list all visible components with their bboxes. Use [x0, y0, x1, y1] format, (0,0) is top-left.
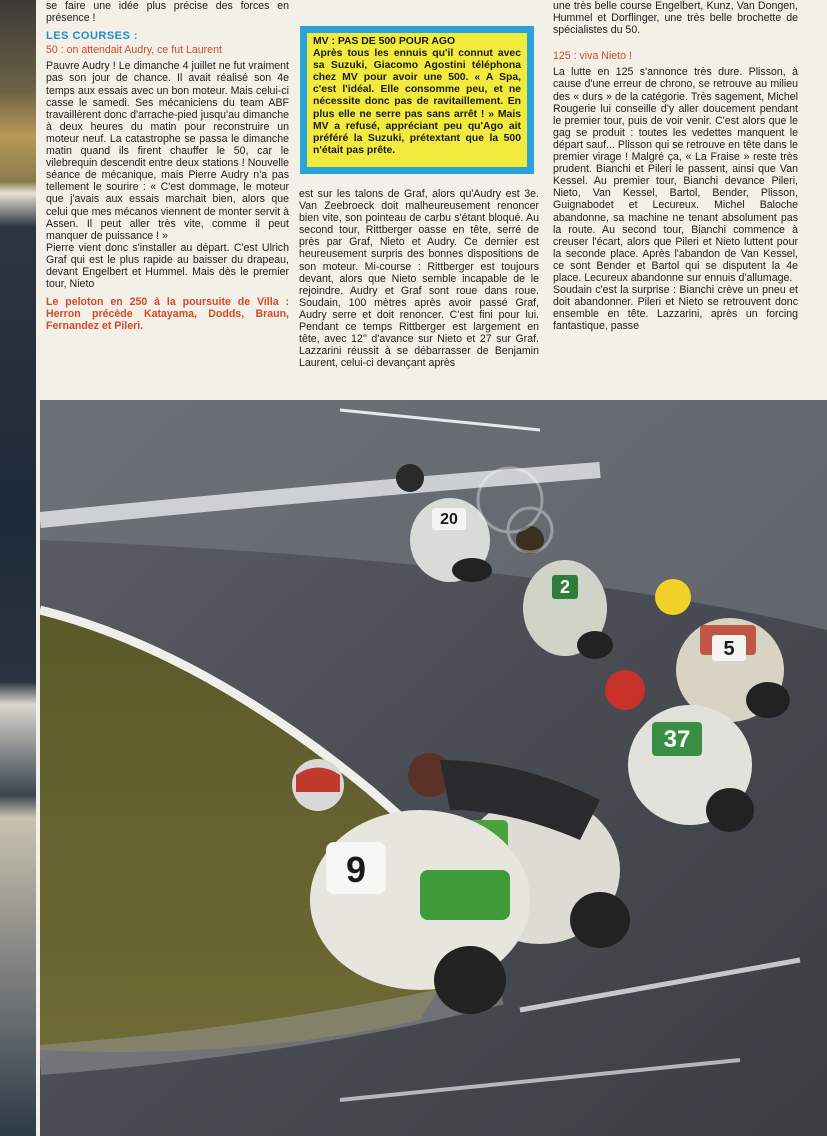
subhead-125cc: 125 : viva Nieto ! [553, 50, 632, 63]
boxout-inner [307, 33, 527, 167]
paragraph-graf: Pierre vient donc s'installer au départ. C'est Ulrich Graf qui est le plus rapide au baisser du drapeau, devant Engelbert et Hummel. Mais dès le premier tour, Nieto [46, 241, 289, 291]
article-column-1 [46, 0, 289, 332]
race-photo [40, 400, 827, 1136]
previous-page-photo-strip [0, 0, 36, 1136]
bike-number-37: 37 [663, 726, 691, 753]
paragraph-audry: Pauvre Audry ! Le dimanche 4 juillet ne fut vraiment pas son jour de chance. Il avait réalisé son 4e temps aux essais avec un bon moteur. Mais celui-ci casse le samedi. Ses mécaniciens du team ABF travaillèrent donc d'arrache-pied jusqu'au dimanche à deux heures du matin pour reconstruire un moteur neuf. La catastrophe se passa le dimanche matin quand ils firent chauffer le 50, car le vilebrequin descendit entre deux stations ! Nouvelle séance de mécanique, mais Pierre Audry n'a pas tellement le sourire : « C'est dommage, le moteur que j'avais aux essais marchait bien, alors que celui que mes mécanos viennent de monter servit à Assen. Il peut aller très vite, comme il peut manquer de puissance ! » [46, 60, 289, 242]
race-photo-illustration [40, 400, 827, 1136]
boxout-mv-ago [300, 26, 534, 174]
intro-text: se faire une idée plus précise des forces en présence ! [46, 0, 289, 25]
bike-number-5: 5 [723, 638, 735, 660]
boxout-title: MV : PAS DE 500 POUR AGO [313, 36, 456, 47]
paragraph-125-race: La lutte en 125 s'annonce très dure. Plisson, à cause d'une erreur de chrono, se retrouve au milieu des « durs » de la catégorie. Très sagement, Michel Rougerie lui conseille d'y aller doucement pendant le premier tour, puis de voir venir. C'est alors que le gag se produit : toutes les vedettes manquent le départ sauf... Plisson qui se retrouve en tête dans le premier virage ! Malgré ça, « La Fraise » reste très prudent. Bianchi et Pileri le passent, ainsi que Van Kessel. Au premier tour, Bianchi devance Pileri, Nieto, Van Kessel, Bartol, Bender, Plisson, Guignabodet et Lecureux. Michel Baloche abandonne, sa machine ne tenant absolument pas la route. Au second tour, Bianchi commence à creuser l'écart, alors que Pileri et Nieto luttent pour la seconde place. Après l'abandon de Van Kessel, ce sont Bender et Bartol qui se disputent la 4e place. Lecureux abandonne sur ennuis d'allumage. [553, 66, 798, 284]
section-title-courses: LES COURSES : [46, 30, 139, 43]
subhead-50cc: 50 : on attendait Audry, ce fut Laurent [46, 44, 222, 57]
bike-number-9: 9 [345, 849, 367, 890]
photo-caption-250: Le peloton en 250 à la poursuite de Villa : Herron précède Katayama, Dodds, Braun, Fernandez et Pileri. [46, 296, 289, 333]
bike-number-2: 2 [559, 577, 571, 597]
article-column-2 [299, 188, 539, 369]
article-column-3 [553, 0, 798, 332]
boxout-text: Après tous les ennuis qu'il connut avec sa Suzuki, Giacomo Agostini téléphona chez MV pour avoir une 500. « A Spa, c'est l'idéal. Elle consomme peu, et ne nécessite donc pas de ravitaillement. En plus elle ne serre pas sans arrêt ! » Mais MV a refusé, appréciant peu qu'Ago ait préféré la Suzuki, prétextant que la 500 n'était pas prête. [313, 48, 521, 156]
paragraph-engelbert: une très belle course Engelbert, Kunz, Van Dongen, Hummel et Dorflinger, une très belle brochette de spécialistes du 50. [553, 0, 798, 37]
paragraph-rittberger: est sur les talons de Graf, alors qu'Audry est 3e. Van Zeebroeck doit malheureusement renoncer bien vite, son pointeau de carbu s'étant bloqué. Au second tour, Rittberger oasse en tête, serré de près par Graf, Nieto et Audry. Ce dernier est heureusement surpris des bonnes dispositions de son moteur. Mi-course : Rittberger est toujours devant, alors que Nieto semble incapable de le rejoindre. Audry et Graf sont roue dans roue. Soudain, 100 mètres après avoir passé Graf, Audry serre et doit renoncer. C'est fini pour lui. Pendant ce temps Rittberger est largement en tête, avec 12'' d'avance sur Nieto et 27 sur Graf. Lazzarini réussit à se débarrasser de Benjamin Laurent, celui-ci devançant après [299, 188, 539, 370]
bike-number-20: 20 [440, 511, 458, 528]
paragraph-bianchi: Soudain c'est la surprise : Bianchi crève un pneu et doit abandonner. Pileri et Nieto se retrouvent donc ensemble en tête. Lazzarini, après un forcing fantastique, passe [553, 284, 798, 333]
